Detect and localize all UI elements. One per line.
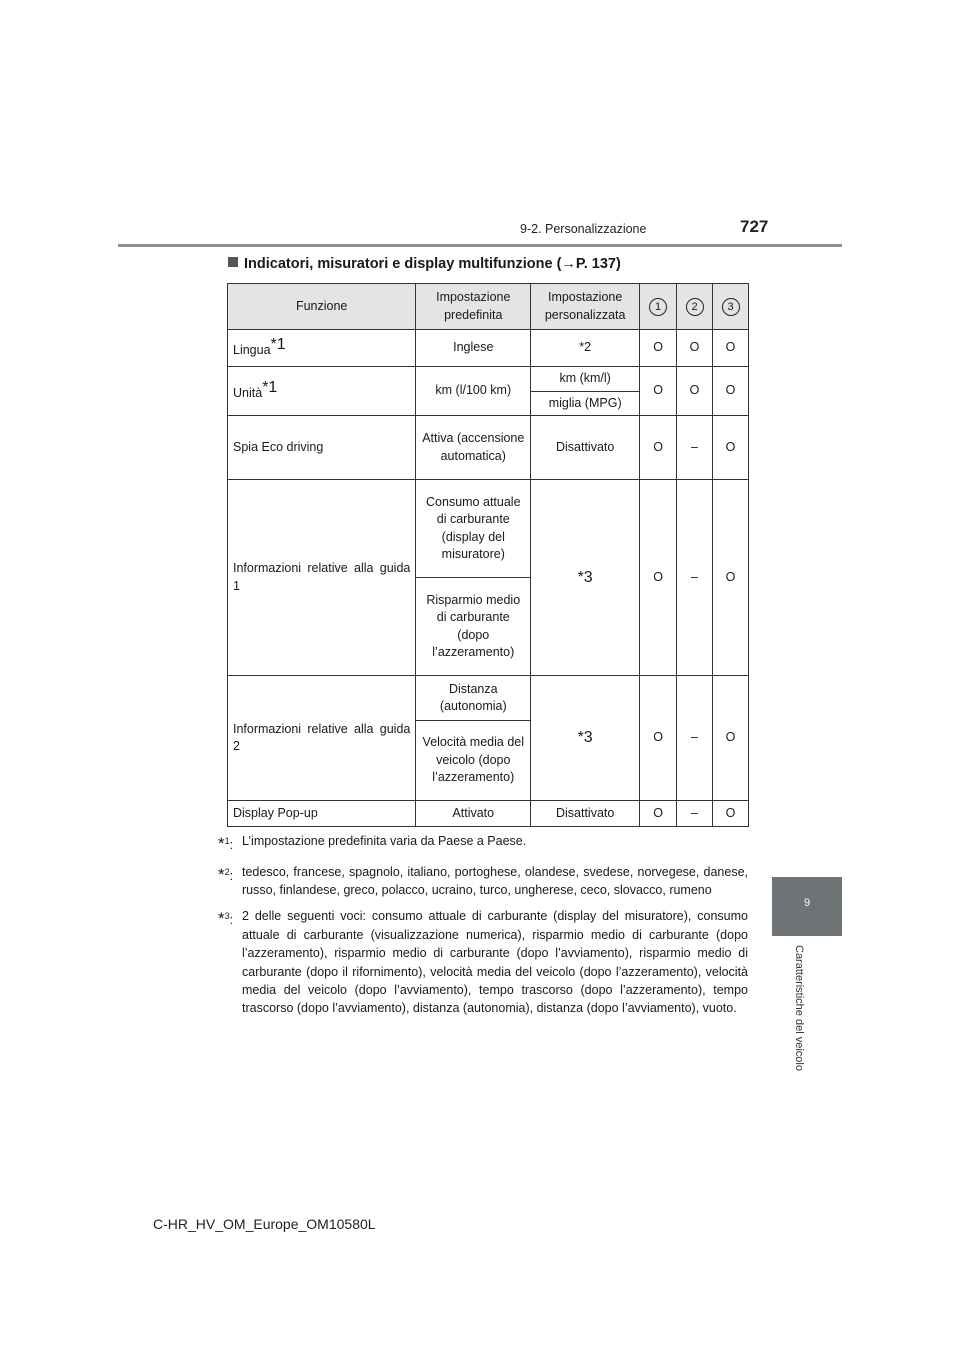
table-row [228, 416, 749, 480]
circled-number-2: 2 [686, 298, 704, 316]
row-col3: O [713, 330, 749, 367]
column-header-personalizzata: Impostazione personalizzata [531, 284, 640, 330]
footnote-3 [218, 907, 748, 1017]
footnote-text: L’impostazione predefinita varia da Paese a Paese. [242, 834, 527, 848]
header-divider [118, 244, 842, 247]
row-predefinita: Attiva (accensione automatica) [416, 416, 531, 480]
row-personalizzata: Disattivato [531, 801, 640, 827]
row-predefinita: Risparmio medio di carburante (dopo l’azzeramento) [416, 578, 531, 676]
footnote-marker: *$^1$: [218, 834, 234, 854]
row-col1: O [640, 330, 677, 367]
chapter-tab[interactable] [772, 877, 842, 936]
square-bullet-icon [228, 257, 238, 267]
row-col2: O [677, 330, 713, 367]
row-col1: O [640, 367, 677, 416]
row-predefinita: Consumo attuale di carburante (display del misuratore) [416, 480, 531, 578]
column-header-1 [640, 284, 677, 330]
footnote-ref: *1 [262, 379, 278, 397]
circled-number-1: 1 [649, 298, 667, 316]
row-funzione-guida1: Informazioni relative alla guida 1 [228, 480, 416, 676]
row-funzione-guida2: Informazioni relative alla guida 2 [228, 676, 416, 801]
row-personalizzata: Disattivato [531, 416, 640, 480]
footnote-marker: *$^2$: [218, 864, 234, 884]
header-section-title: 9-2. Personalizzazione [520, 222, 647, 236]
row-col1: O [640, 801, 677, 827]
settings-table [227, 283, 749, 827]
footnotes [218, 832, 748, 1026]
row-col2: O [677, 367, 713, 416]
page-number: 727 [740, 217, 769, 236]
row-col3: O [713, 367, 749, 416]
column-header-funzione: Funzione [228, 284, 416, 330]
section-heading-text: Indicatori, misuratori e display multifunzione (→P. 137) [244, 256, 621, 272]
table-row [228, 330, 749, 367]
footnote-text: 2 delle seguenti voci: consumo attuale di carburante (display del misuratore), consumo attuale di carburante (visualizzazione numerica), risparmio medio di carburante (dopo l’azzeramento), risparmio medio di carburante (dopo l’avviamento), risparmio medio di carburante (dopo il rifornimento), velocità media del veicolo (dopo l’azzeramento), velocità media del veicolo (dopo l’avviamento), tempo trascorso (dopo l’azzeramento), tempo trascorso (dopo l’avviamento), distanza (autonomia), distanza (dopo l’avviamento), vuoto. [242, 909, 748, 1016]
row-predefinita: Velocità media del veicolo (dopo l’azzeramento) [416, 721, 531, 801]
chapter-tab-number: 9 [803, 897, 811, 909]
row-col1: O [640, 676, 677, 801]
row-col3: O [713, 676, 749, 801]
row-col2: – [677, 801, 713, 827]
document-id: C-HR_HV_OM_Europe_OM10580L [153, 1216, 376, 1232]
footnote-2 [218, 863, 748, 900]
column-header-3 [713, 284, 749, 330]
row-col2: – [677, 676, 713, 801]
row-personalizzata: miglia (MPG) [531, 391, 640, 416]
section-heading [228, 256, 621, 272]
row-predefinita: Inglese [416, 330, 531, 367]
row-funzione-lingua: Lingua$^{*1}$ [228, 330, 416, 367]
row-col1: O [640, 416, 677, 480]
footnote-ref: *1 [270, 336, 286, 354]
row-funzione-unita: Unità$^{*1}$ [228, 367, 416, 416]
table-row [228, 480, 749, 578]
row-predefinita: Distanza (autonomia) [416, 676, 531, 721]
row-col2: – [677, 416, 713, 480]
circled-number-3: 3 [722, 298, 740, 316]
table-row [228, 367, 749, 392]
row-col3: O [713, 480, 749, 676]
footnote-1 [218, 832, 748, 855]
row-personalizzata: km (km/l) [531, 367, 640, 392]
footnote-text: tedesco, francese, spagnolo, italiano, portoghese, olandese, svedese, norvegese, danese, russo, finlandese, greco, polacco, ucraino, turco, ungherese, ceco, slovacco, rumeno [242, 864, 748, 897]
footnote-marker: *$^3$: [218, 909, 234, 929]
row-funzione-eco: Spia Eco driving [228, 416, 416, 480]
column-header-predefinita: Impostazione predefinita [416, 284, 531, 330]
row-col3: O [713, 416, 749, 480]
table-row [228, 801, 749, 827]
table-header-row [228, 284, 749, 330]
row-col2: – [677, 480, 713, 676]
row-predefinita: km (l/100 km) [416, 367, 531, 416]
table-row [228, 676, 749, 721]
column-header-2 [677, 284, 713, 330]
row-personalizzata-footnote: *3 [531, 480, 640, 676]
row-funzione-popup: Display Pop-up [228, 801, 416, 827]
row-personalizzata-footnote: *2 [531, 330, 640, 367]
chapter-tab-label: Caratteristiche del veicolo [793, 945, 805, 1071]
row-personalizzata-footnote: *3 [531, 676, 640, 801]
row-col3: O [713, 801, 749, 827]
row-predefinita: Attivato [416, 801, 531, 827]
row-col1: O [640, 480, 677, 676]
